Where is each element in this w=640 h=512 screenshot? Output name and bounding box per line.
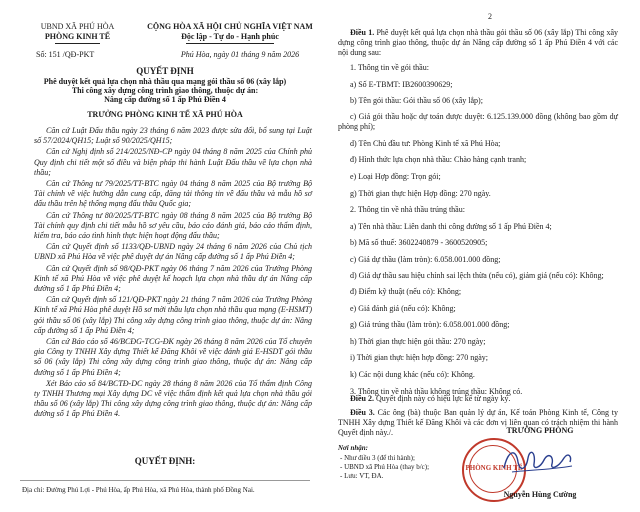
- article-2: [338, 394, 618, 404]
- legal-basis-item: Căn cứ Luật Đấu thầu ngày 23 tháng 6 năm 2023 được sửa đổi, bổ sung tại Luật số 57/2024/QH15; Luật số 90/2025/QH15;: [34, 126, 312, 146]
- doc-number: Số: 151 /QĐ-PKT: [36, 50, 95, 59]
- national-motto: Độc lập - Tự do - Hạnh phúc: [181, 32, 279, 41]
- legal-basis-item: Xét Báo cáo số 84/BCTĐ-DC ngày 28 tháng 8 năm 2026 của Tổ thẩm định Công ty TNHH Thương mại Xây dựng DC về việc thẩm định kết quả lựa chọn nhà thầu gói thầu số 06 (xây lắp) Thi công xây dựng công trình giao thông, thuộc dự án: Nâng cấp đường số 1 ấp Phú Điền 4.: [34, 378, 312, 419]
- section-3: 3. Thông tin về nhà thầu không trúng thầu: Không có.: [350, 386, 523, 396]
- recipient-item: - Như điều 3 (để thi hành);: [340, 454, 415, 462]
- package-price: c) Giá gói thầu hoặc dự toán được duyệt: 6.125.139.000 đồng (không bao gồm dự phòng phí);: [338, 111, 618, 132]
- package-duration: h) Thời gian thực hiện gói thầu: 270 ngày;: [350, 336, 486, 346]
- legal-basis-item: Căn cứ Báo cáo số 46/BCĐG-TCG-ĐK ngày 26 tháng 8 năm 2026 của Tổ chuyên gia Công ty TNHH Xây dựng Thiết kế Đăng Khôi về việc đánh giá E-HSDT gói thầu số 06 (xây lắp) Thi công xây dựng công trình giao thông, thuộc dự án: Nâng cấp đường số 1 ấp Phú Điền 4;: [34, 337, 312, 377]
- recipients-title: Nơi nhận:: [338, 444, 369, 452]
- contract-duration: g) Thời gian thực hiện Hợp đồng: 270 ngày.: [350, 188, 491, 198]
- article-1-label: Điều 1.: [350, 28, 375, 37]
- signer-title: TRƯỞNG PHÒNG: [506, 426, 574, 435]
- winning-price: g) Giá trúng thầu (làm tròn): 6.058.001.000 đồng;: [350, 320, 510, 330]
- agency-underline: [55, 43, 100, 44]
- page-number: 2: [488, 12, 492, 21]
- other-content: k) Các nội dung khác (nếu có): Không.: [350, 370, 475, 379]
- legal-basis-item: Căn cứ Thông tư 79/2025/TT-BTC ngày 04 tháng 8 năm 2025 của Bộ trưởng Bộ Tài chính về việc hướng dẫn cung cấp, đăng tải thông tin về đấu thầu và mẫu hồ sơ đấu thầu trên hệ thống mạng đấu thầu Quốc gia;: [34, 179, 312, 209]
- section-2-title: 2. Thông tin về nhà thầu trúng thầu:: [350, 205, 465, 215]
- technical-score: đ) Điểm kỹ thuật (nếu có): Không;: [350, 287, 462, 297]
- bid-package-info: [338, 60, 618, 400]
- article-3-text: Các ông (bà) thuộc Ban quản lý dự án, Kế toán Phòng Kinh tế, Công ty TNHH Xây dựng Thiết kế Đăng Khôi và các đơn vị liên quan có trách nhiệm thi hành Quyết định này./.: [338, 408, 618, 438]
- stamp-text: PHÒNG KINH TẾ: [465, 464, 523, 472]
- article-2-text: Quyết định này có hiệu lực kể từ ngày ký.: [376, 394, 511, 403]
- article-1-text: Phê duyệt kết quả lựa chọn nhà thầu gói thầu số 06 (xây lắp) Thi công xây dựng công trình giao thông, thuộc dự án Nâng cấp đường số 1 ấp Phú Điền 4 với các nội dung sau:: [338, 28, 619, 58]
- signature: [498, 440, 578, 480]
- legal-basis-item: Căn cứ Thông tư 80/2025/TT-BTC ngày 08 tháng 8 năm 2025 của Bộ trưởng Bộ Tài chính quy định chi tiết mẫu hồ sơ yêu cầu, báo cáo đánh giá, báo cáo thẩm định, kiểm tra, báo cáo tình hình thực hiện hoạt động đấu thầu;: [34, 210, 312, 241]
- legal-basis-item: Căn cứ Quyết định số 98/QĐ-PKT ngày 06 tháng 7 năm 2026 của Trưởng Phòng Kinh tế xã Phú Hòa về việc phê duyệt kế hoạch lựa chọn nhà thầu dự án Nâng cấp đường số 1 ấp Phú Điền 4;: [34, 263, 312, 294]
- doc-subject-line2: Thi công xây dựng công trình giao thông, thuộc dự án:: [71, 86, 259, 95]
- issue-date: Phú Hòa, ngày 01 tháng 9 năm 2026: [180, 50, 300, 59]
- tax-code: b) Mã số thuế: 3602240879 - 3600520905;: [350, 238, 488, 248]
- legal-basis-item: Căn cứ Quyết định số 121/QĐ-PKT ngày 21 tháng 7 năm 2026 của Trưởng Phòng Kinh tế xã Phú Hòa phê duyệt Hồ sơ mời thầu lựa chọn nhà thầu qua mạng (E-HSMT) gói thầu số 06 (xây lắp) Thi công xây dựng công trình giao thông, thuộc dự án: Nâng cấp đường số 1 ấp Phú Điền 4;: [34, 295, 312, 335]
- agency-line1: UBND XÃ PHÚ HÒA: [40, 22, 115, 31]
- doc-title: QUYẾT ĐỊNH: [136, 66, 194, 76]
- section-1-title: 1. Thông tin về gói thầu:: [350, 63, 429, 72]
- recipient-item: - UBND xã Phú Hòa (thay b/c);: [340, 463, 430, 471]
- footer-divider: [20, 480, 310, 481]
- tbmt-number: a) Số E-TBMT: IB2600390629;: [350, 79, 453, 89]
- legal-basis-list: [34, 126, 312, 421]
- winner-name: a) Tên nhà thầu: Liên danh thi công đường số 1 ấp Phú Điền 4;: [350, 221, 552, 231]
- adjusted-price: d) Giá dự thầu sau hiệu chỉnh sai lệch thừa (nếu có), giảm giá (nếu có): Không;: [350, 270, 604, 280]
- article-3-label: Điều 3.: [350, 408, 375, 417]
- doc-subject-line3: Nâng cấp đường số 1 ấp Phú Điền 4: [104, 95, 226, 104]
- doc-subject-line1: Phê duyệt kết quả lựa chọn nhà thầu qua mạng gói thầu số 06 (xây lắp): [43, 77, 287, 86]
- motto-underline: [186, 43, 274, 44]
- decides-heading: QUYẾT ĐỊNH:: [134, 456, 196, 466]
- evaluated-price: e) Giá đánh giá (nếu có): Không;: [350, 303, 456, 313]
- package-name: b) Tên gói thầu: Gói thầu số 06 (xây lắp);: [350, 96, 483, 106]
- contract-type: e) Loại Hợp đồng: Trọn gói;: [350, 171, 441, 181]
- agency-line2: PHÒNG KINH TẾ: [44, 32, 111, 41]
- bid-price: c) Giá dự thầu (làm tròn): 6.058.001.000 đồng;: [350, 254, 501, 264]
- investor-name: d) Tên Chủ đầu tư: Phòng Kinh tế xã Phú Hòa;: [350, 138, 501, 148]
- article-2-label: Điều 2.: [350, 394, 374, 403]
- selection-method: đ) Hình thức lựa chọn nhà thầu: Chào hàng cạnh tranh;: [350, 155, 527, 165]
- contract-execution-time: i) Thời gian thực hiện hợp đồng: 270 ngày;: [350, 353, 488, 363]
- article-1: [338, 28, 618, 59]
- signer-name: Nguyễn Hùng Cường: [503, 490, 577, 499]
- footer-address: Địa chỉ: Đường Phú Lợi - Phú Hòa, ấp Phú Hòa, xã Phú Hòa, thành phố Đồng Nai.: [22, 486, 255, 494]
- national-title: CỘNG HÒA XÃ HỘI CHỦ NGHĨA VIỆT NAM: [147, 22, 313, 31]
- legal-basis-item: Căn cứ Quyết định số 1133/QĐ-UBND ngày 24 tháng 6 năm 2026 của Chủ tịch UBND xã Phú Hòa về việc phê duyệt dự án Nâng cấp đường số 1 ấp Phú Điền 4;: [34, 242, 312, 262]
- recipient-item: - Lưu: VT, ĐA.: [340, 472, 384, 480]
- issuing-authority: TRƯỞNG PHÒNG KINH TẾ XÃ PHÚ HÒA: [87, 110, 243, 119]
- legal-basis-item: Căn cứ Nghị định số 214/2025/NĐ-CP ngày 04 tháng 8 năm 2025 của Chính phủ Quy định chi tiết một số điều và biện pháp thi hành Luật Đấu thầu về lựa chọn nhà thầu;: [34, 147, 312, 177]
